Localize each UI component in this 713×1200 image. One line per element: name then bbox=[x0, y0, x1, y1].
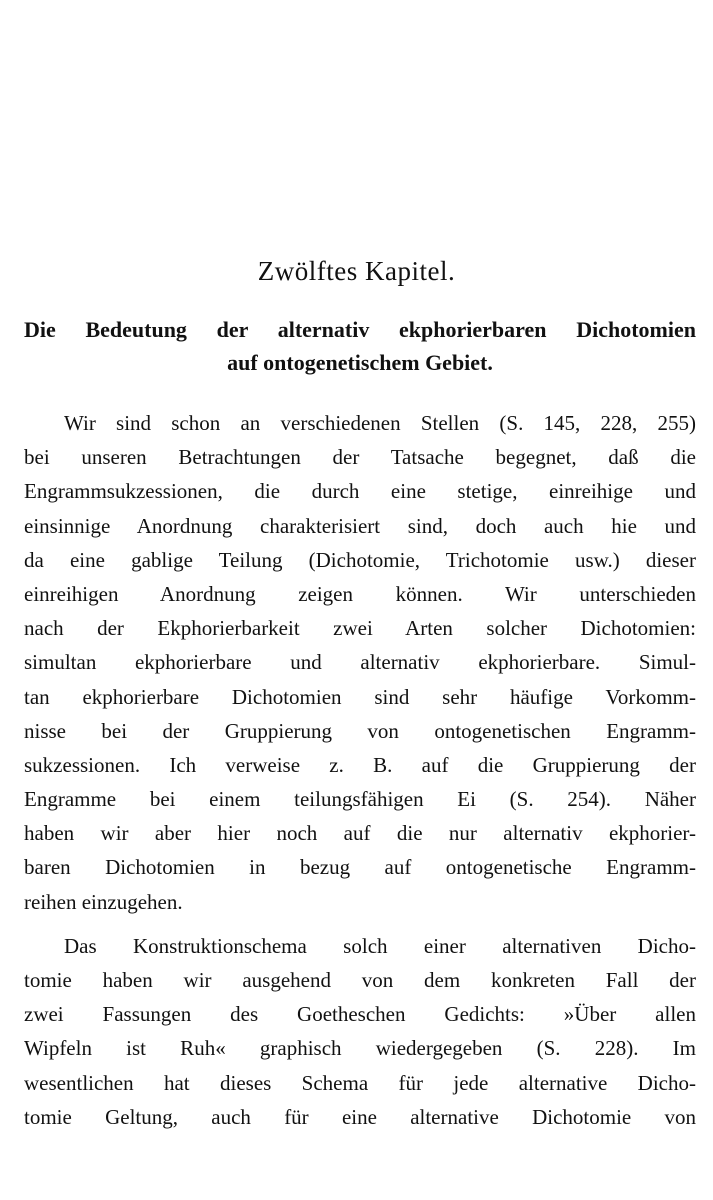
text-line: baren Dichotomien in bezug auf ontogenetische Engramm- bbox=[24, 855, 696, 880]
chapter-title-line-1: Die Bedeutung der alternativ ekphorierbaren Dichotomien bbox=[24, 317, 696, 342]
text-line: Wipfeln ist Ruh« graphisch wiedergegeben (S. 228). Im bbox=[24, 1036, 696, 1061]
chapter-label: Zwölftes Kapitel. bbox=[257, 256, 456, 286]
text-line: da eine gablige Teilung (Dichotomie, Trichotomie usw.) dieser bbox=[24, 547, 696, 572]
paragraph-gap bbox=[24, 919, 696, 929]
text-line: haben wir aber hier noch auf die nur alternativ ekphorier- bbox=[24, 821, 696, 846]
text-line: wesentlichen hat dieses Schema für jede alternative Dicho- bbox=[24, 1070, 696, 1095]
text-line: simultan ekphorierbare und alternativ ekphorierbare. Simul- bbox=[24, 650, 696, 675]
text-line: tan ekphorierbare Dichotomien sind sehr häufige Vorkomm- bbox=[24, 684, 696, 709]
text-line: tomie haben wir ausgehend von dem konkreten Fall der bbox=[24, 968, 696, 992]
text-line: zwei Fassungen des Goetheschen Gedichts: »Über allen bbox=[24, 1002, 696, 1027]
text-line: einreihigen Anordnung zeigen können. Wir unterschieden bbox=[24, 581, 696, 606]
text-line: reihen einzugehen. bbox=[24, 889, 183, 914]
text-line: Engrammsukzessionen, die durch eine stetige, einreihige und bbox=[24, 479, 696, 504]
chapter-title-line-2: auf ontogenetischem Gebiet. bbox=[227, 350, 493, 375]
text-line: Wir sind schon an verschiedenen Stellen (S. 145, 228, 255) bbox=[64, 411, 696, 435]
text-line: nisse bei der Gruppierung von ontogenetischen Engramm- bbox=[24, 718, 696, 743]
paragraph-2 bbox=[24, 929, 696, 1134]
paragraph-1 bbox=[24, 406, 696, 919]
body-text bbox=[24, 406, 696, 1134]
text-line: nach der Ekphorierbarkeit zwei Arten solcher Dichotomien: bbox=[24, 616, 696, 641]
text-line: tomie Geltung, auch für eine alternative Dichotomie von bbox=[24, 1104, 696, 1129]
text-line: einsinnige Anordnung charakterisiert sind, doch auch hie und bbox=[24, 513, 696, 538]
text-line: Das Konstruktionschema solch einer alternativen Dicho- bbox=[64, 933, 696, 958]
text-line: Engramme bei einem teilungsfähigen Ei (S. 254). Näher bbox=[24, 787, 696, 812]
text-line: bei unseren Betrachtungen der Tatsache begegnet, daß die bbox=[24, 445, 696, 470]
chapter-title bbox=[24, 313, 696, 379]
text-line: sukzessionen. Ich verweise z. B. auf die Gruppierung der bbox=[24, 752, 696, 777]
